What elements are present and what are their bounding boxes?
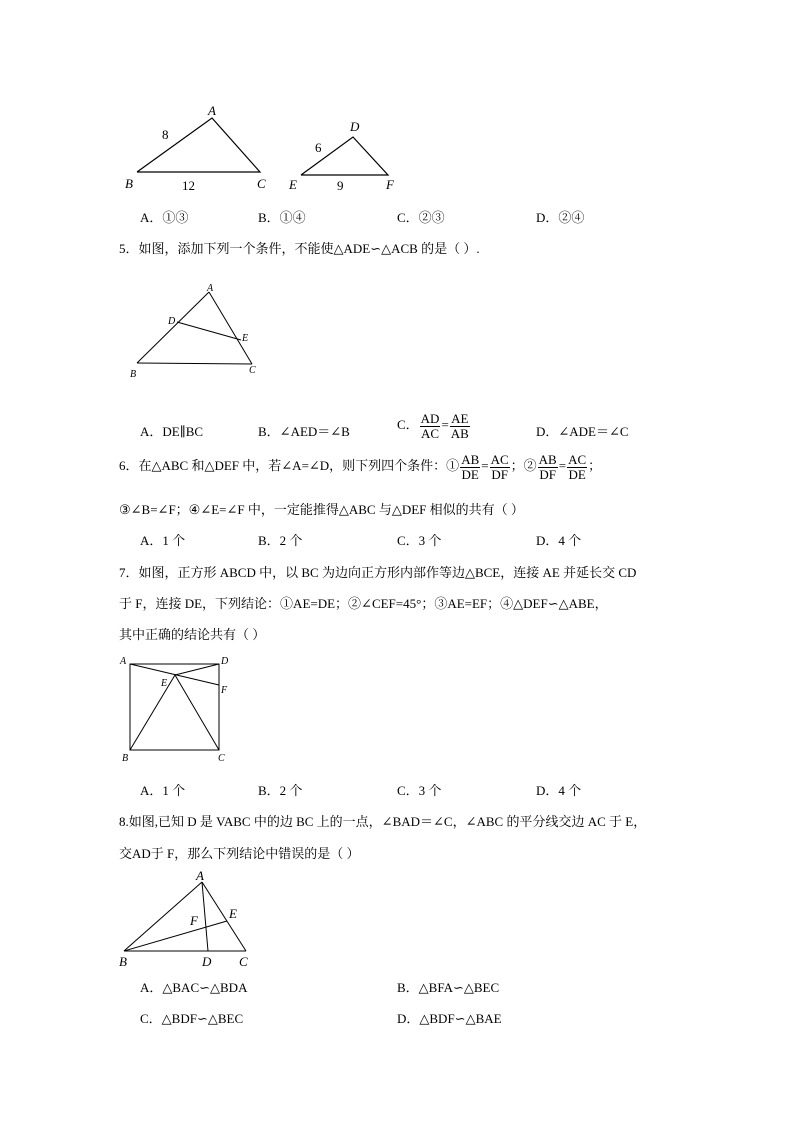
q7-option-d[interactable]: D．4 个 xyxy=(536,783,582,798)
q6-option-c[interactable]: C．3 个 xyxy=(397,533,442,548)
q7-label-e: E xyxy=(161,678,168,689)
label-b: B xyxy=(125,176,133,191)
side-ab-length: 8 xyxy=(162,127,169,142)
fraction-ac-df: $\frac{AC}{DF}$ xyxy=(490,452,509,482)
q5-label-d: D xyxy=(168,316,176,327)
q7-label-f: F xyxy=(221,685,228,696)
q8-option-d[interactable]: D．△BDF∽△BAE xyxy=(397,1011,502,1026)
q7-label-a: A xyxy=(120,656,127,667)
q5-label-a: A xyxy=(207,283,214,294)
side-ef-length: 9 xyxy=(337,178,344,193)
fraction-ab-de: $\frac{AB}{DE}$ xyxy=(461,452,480,482)
q7-label-c: C xyxy=(218,753,225,764)
q8-label-d: D xyxy=(202,954,212,969)
q8-stem-line2: 交AD于 F，那么下列结论中错误的是（ ） xyxy=(119,846,360,861)
q5-label-c: C xyxy=(249,365,256,376)
q7-label-b: B xyxy=(122,753,129,764)
q7-stem-line3: 其中正确的结论共有（ ） xyxy=(119,627,266,642)
label-a: A xyxy=(208,103,216,118)
q8-label-f: F xyxy=(190,913,198,928)
q6-stem-line1: 6．在△ABC 和△DEF 中，若∠A=∠D，则下列四个条件：① $\frac{AB}{DE}$ = $\frac{AC}{DF}$ ；② $\frac{AB}{DF}$ = $\frac{AC}{DE}$ ； xyxy=(119,452,602,482)
q8-option-b[interactable]: B．△BFA∽△BEC xyxy=(397,980,500,995)
q7-option-c[interactable]: C．3 个 xyxy=(397,783,442,798)
q8-label-a: A xyxy=(196,868,204,883)
q8-stem-line1: 8.如图,已知 D 是 VABC 中的边 BC 上的一点，∠BAD＝∠C，∠ABC 的平分线交边 AC 于 E， xyxy=(119,814,647,829)
q5-option-b[interactable]: B．∠AED＝∠B xyxy=(258,424,350,439)
q6-option-b[interactable]: B．2 个 xyxy=(258,533,303,548)
q8-option-a[interactable]: A．△BAC∽△BDA xyxy=(140,980,248,995)
q5-option-d[interactable]: D．∠ADE＝∠C xyxy=(536,424,629,439)
q7-option-b[interactable]: B．2 个 xyxy=(258,783,303,798)
q6-stem-line2: ③∠B=∠F；④∠E=∠F 中，一定能推得△ABC 与△DEF 相似的共有（ ） xyxy=(119,502,524,517)
q7-label-d: D xyxy=(221,656,229,667)
q8-option-c[interactable]: C．△BDF∽△BEC xyxy=(140,1011,244,1026)
q5-stem: 5．如图，添加下列一个条件，不能使△ADE∽△ACB 的是（ ）. xyxy=(119,241,480,256)
q5-option-c[interactable]: C． $\frac{AD}{AC}$ = $\frac{AE}{AB}$ xyxy=(397,411,469,441)
q6-option-a[interactable]: A．1 个 xyxy=(140,533,186,548)
label-e: E xyxy=(289,177,297,192)
q4-option-c[interactable]: C．②③ xyxy=(397,210,445,225)
q6-option-d[interactable]: D．4 个 xyxy=(536,533,582,548)
q7-stem-line2: 于 F，连接 DE，下列结论：①AE=DE；②∠CEF=45°；③AE=EF；④△DEF∽△ABE， xyxy=(119,596,608,611)
q4-option-b[interactable]: B．①④ xyxy=(258,210,306,225)
q8-label-e: E xyxy=(229,906,237,921)
q5-option-a[interactable]: A．DE∥BC xyxy=(140,424,204,439)
q4-option-a[interactable]: A．①③ xyxy=(140,210,189,225)
q7-stem-line1: 7．如图，正方形 ABCD 中，以 BC 为边向正方形内部作等边△BCE，连接 AE 并延长交 CD xyxy=(119,565,637,580)
q8-label-b: B xyxy=(119,954,127,969)
side-bc-length: 12 xyxy=(182,178,195,193)
q4-option-d[interactable]: D．②④ xyxy=(536,210,585,225)
fraction-ae-ab: $\frac{AE}{AB}$ xyxy=(450,411,469,441)
q7-option-a[interactable]: A．1 个 xyxy=(140,783,186,798)
fraction-ac-de: $\frac{AC}{DE}$ xyxy=(568,452,587,482)
q8-label-c: C xyxy=(239,954,248,969)
label-d: D xyxy=(350,119,360,134)
fraction-ad-ac: $\frac{AD}{AC}$ xyxy=(420,411,440,441)
q5-label-e: E xyxy=(242,333,249,344)
label-c: C xyxy=(257,176,266,191)
side-de-length: 6 xyxy=(315,140,322,155)
fraction-ab-df: $\frac{AB}{DF}$ xyxy=(538,452,557,482)
label-f: F xyxy=(386,177,394,192)
q5-label-b: B xyxy=(130,369,137,380)
q5-option-c-prefix: C． xyxy=(397,417,419,433)
